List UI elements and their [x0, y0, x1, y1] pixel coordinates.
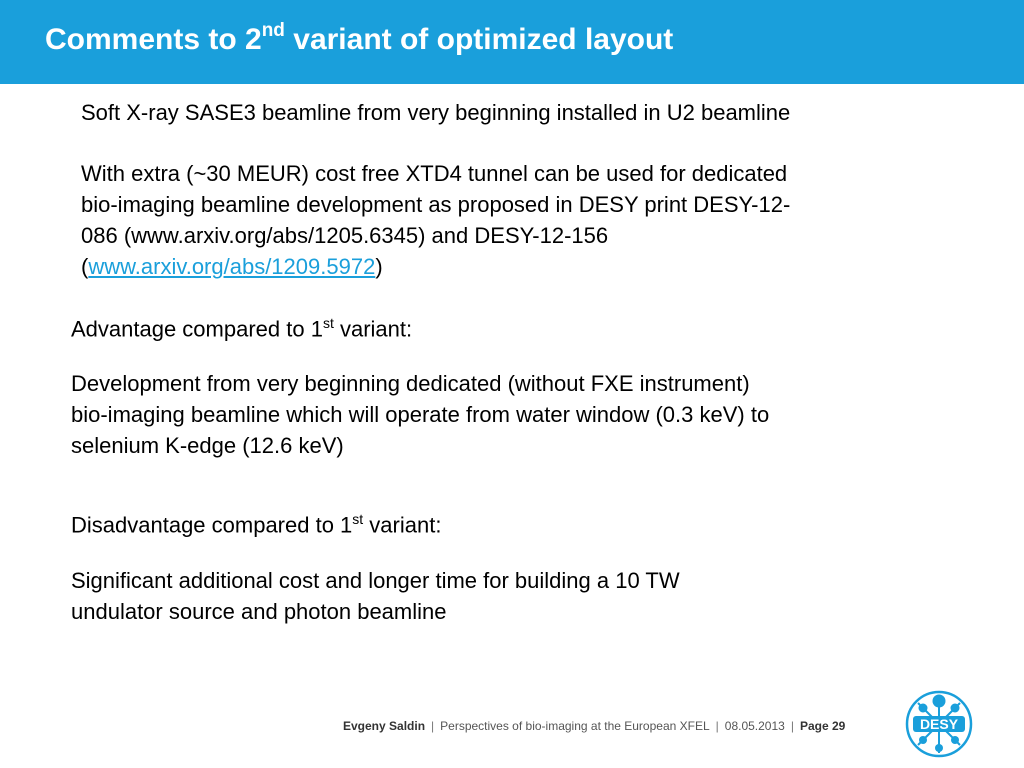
- advantage-heading-prefix: Advantage compared to 1: [71, 316, 323, 342]
- arxiv-link[interactable]: www.arxiv.org/abs/1209.5972: [88, 254, 376, 279]
- advantage-superscript: st: [322, 315, 334, 331]
- footer-separator: |: [790, 719, 794, 733]
- disadvantage-text: [71, 565, 680, 627]
- advantage-line-2: bio-imaging beamline which will operate from water window (0.3 keV) to: [71, 402, 770, 427]
- disadvantage-superscript: st: [352, 511, 364, 527]
- advantage-line-1: Development from very beginning dedicated (without FXE instrument): [71, 371, 750, 396]
- footer: [343, 719, 845, 733]
- desy-logo-icon: [905, 690, 973, 758]
- paragraph-xtd4-line-1: With extra (~30 MEUR) cost free XTD4 tunnel can be used for dedicated: [81, 161, 788, 186]
- disadvantage-heading: [71, 504, 441, 540]
- footer-author: Evgeny Saldin: [343, 719, 426, 733]
- paragraph-xtd4: [81, 158, 790, 282]
- disadvantage-line-1: Significant additional cost and longer time for building a 10 TW: [71, 568, 680, 593]
- paragraph-xtd4-line-2: bio-imaging beamline development as proposed in DESY print DESY-12-: [81, 192, 791, 217]
- footer-separator: |: [431, 719, 435, 733]
- title-prefix: Comments to 2: [45, 23, 262, 56]
- paragraph-sase3: [81, 97, 790, 128]
- paragraph-xtd4-line-4: [81, 251, 790, 282]
- disadvantage-heading-prefix: Disadvantage compared to 1: [71, 512, 353, 538]
- title-suffix: variant of optimized layout: [284, 23, 674, 56]
- disadvantage-line-2: undulator source and photon beamline: [71, 599, 447, 624]
- footer-talk-title: Perspectives of bio-imaging at the European XFEL: [440, 719, 710, 733]
- footer-date: 08.05.2013: [724, 719, 785, 733]
- advantage-line-3: selenium K-edge (12.6 keV): [71, 433, 344, 458]
- advantage-heading-suffix: variant:: [333, 316, 413, 342]
- footer-separator: |: [715, 719, 719, 733]
- open-paren: (: [81, 254, 89, 279]
- advantage-text: [71, 368, 769, 461]
- title-bar: [0, 0, 1024, 84]
- close-paren: ): [375, 254, 383, 279]
- advantage-heading: [71, 308, 412, 344]
- slide-title: [45, 22, 673, 57]
- disadvantage-heading-suffix: variant:: [363, 512, 442, 538]
- desy-logo-text: DESY: [919, 716, 959, 732]
- paragraph-sase3-text: Soft X-ray SASE3 beamline from very beginning installed in U2 beamline: [81, 100, 791, 125]
- title-superscript: nd: [261, 20, 285, 41]
- footer-page-number: Page 29: [799, 719, 846, 733]
- paragraph-xtd4-line-3: 086 (www.arxiv.org/abs/1205.6345) and DESY-12-156: [81, 223, 609, 248]
